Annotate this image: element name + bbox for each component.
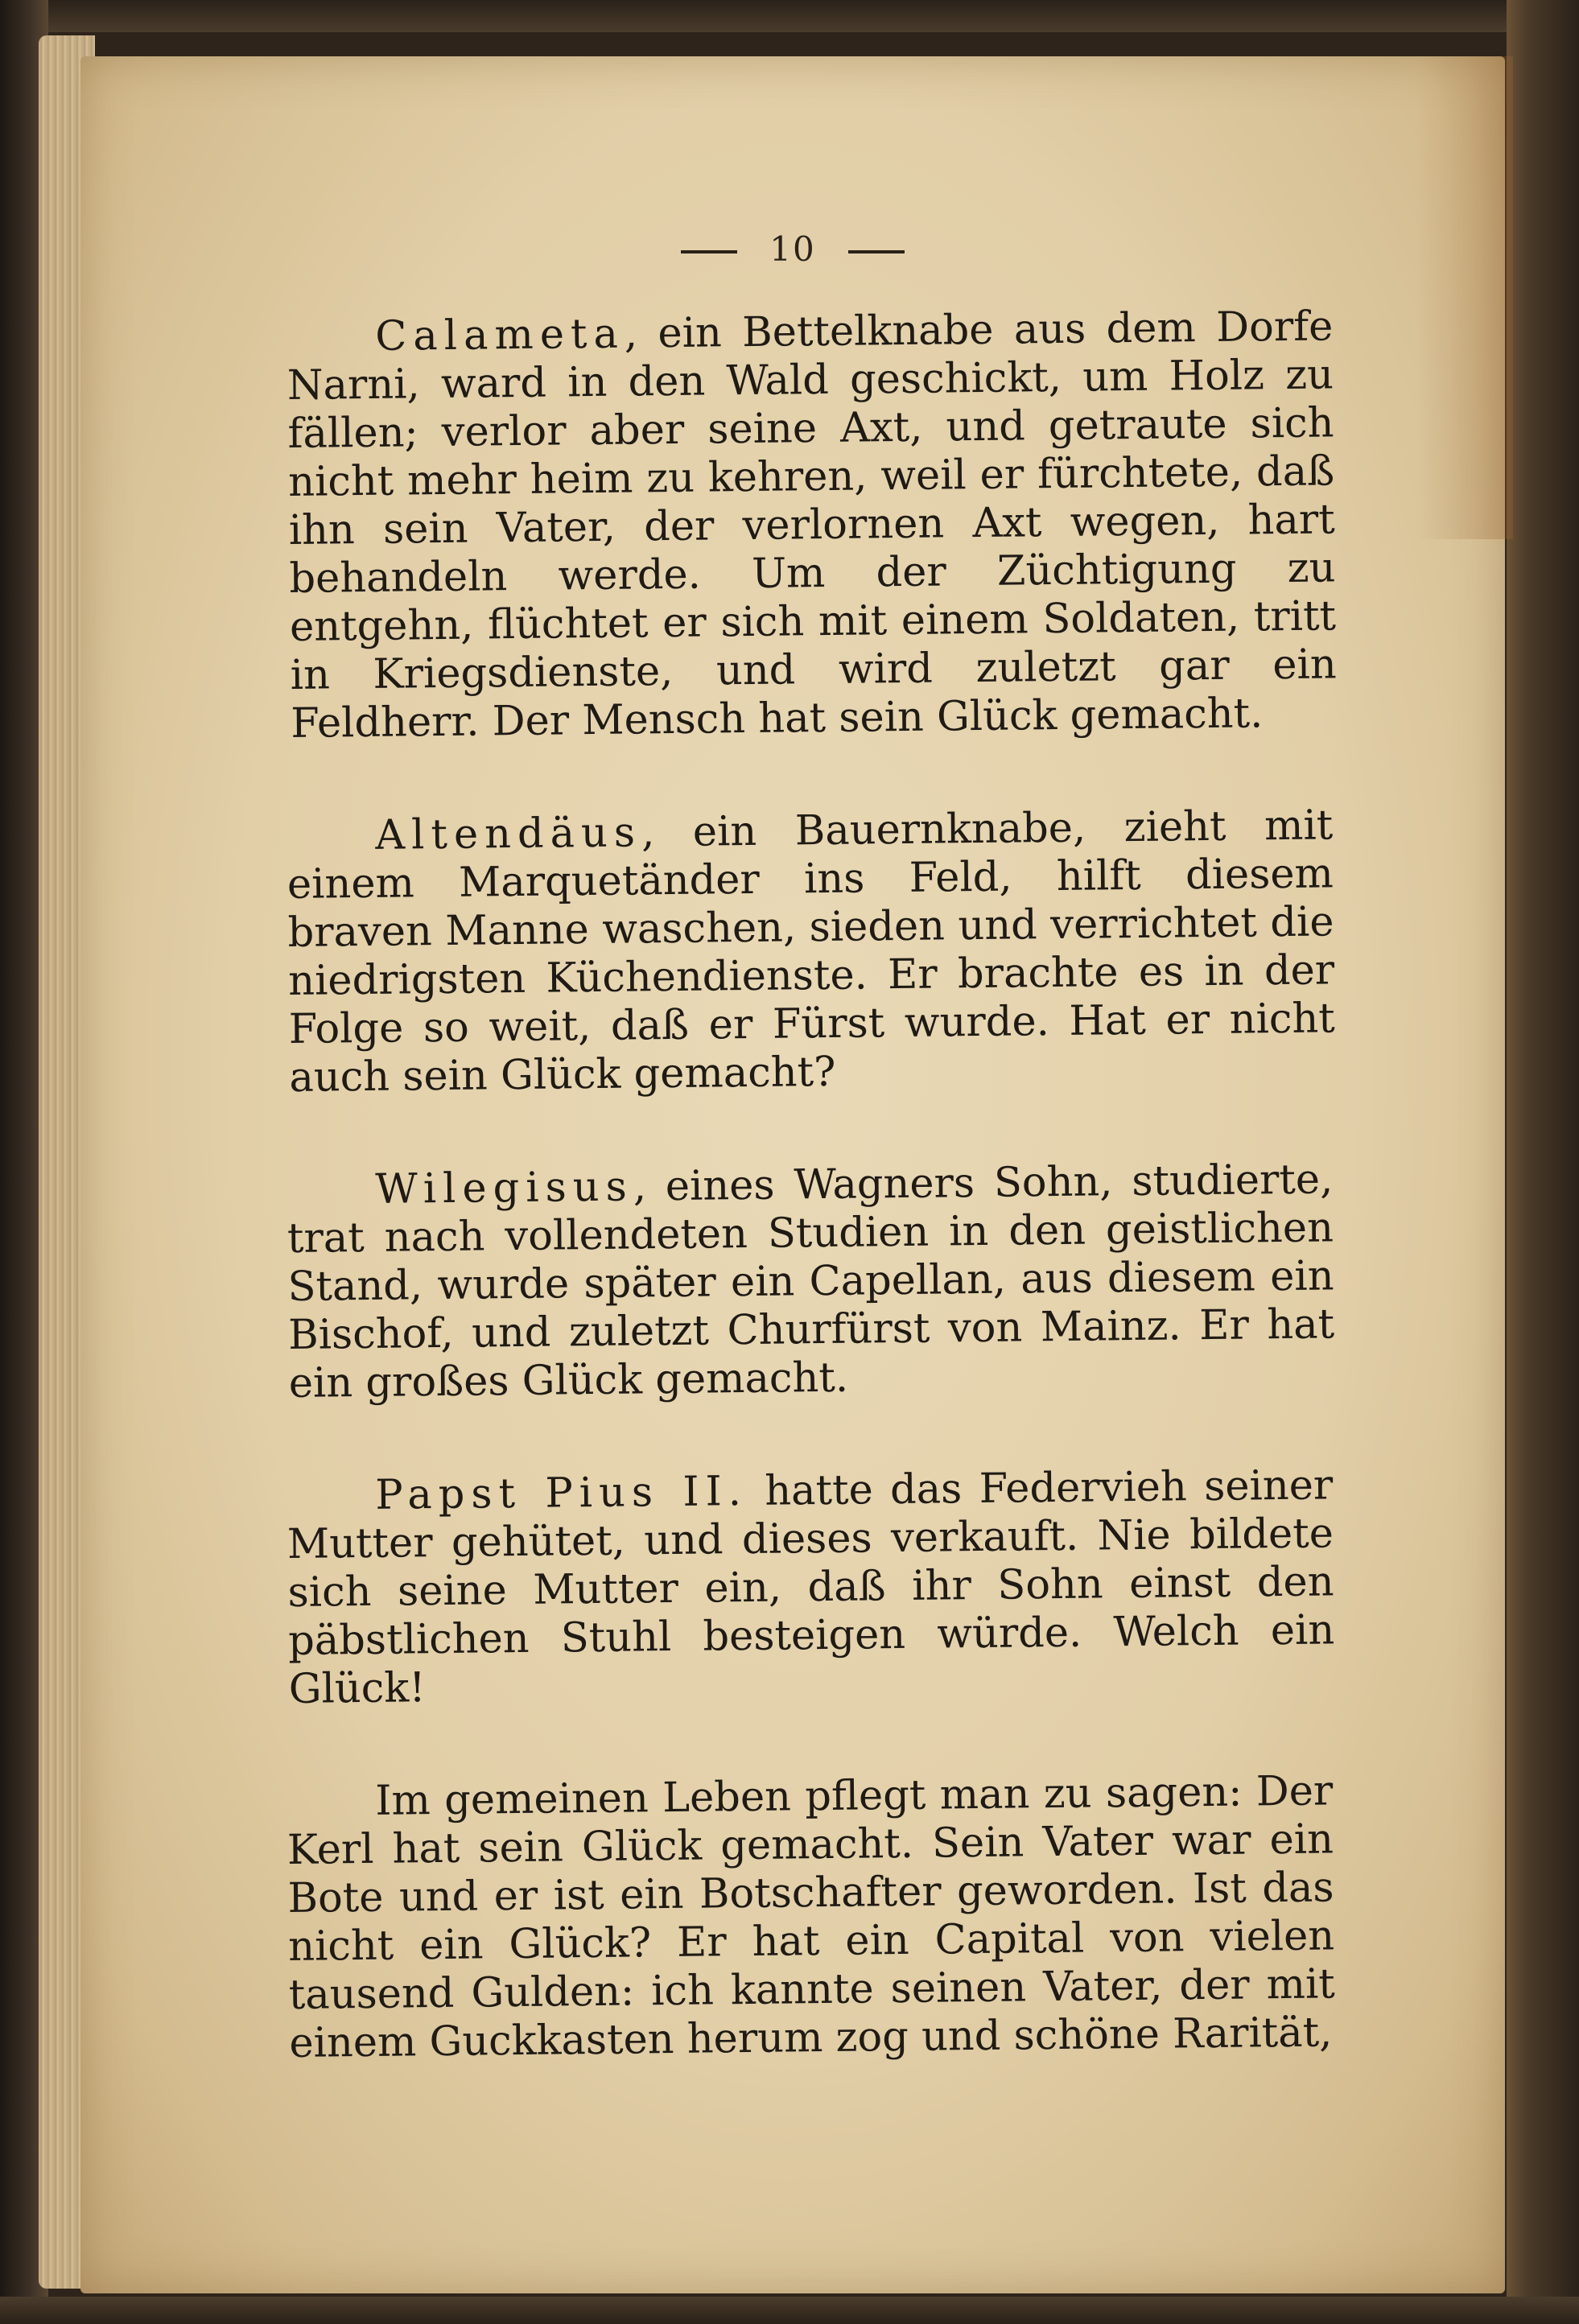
paragraph-gemeinen-leben <box>287 1767 1336 2068</box>
book-cover-bottom-edge <box>0 2297 1579 2324</box>
paragraph-text: , ein Bauernknabe, zieht mit einem Marquetänder ins Feld, hilft diesem braven Manne waschen, sieden und verrichtet die niedrigsten Küchendienste. Er brachte es in der Folge so weit, daß er Fürst wurde. Hat er nicht auch sein Glück gemacht? <box>287 801 1336 1102</box>
paragraph-lead-name: Papst Pius II. <box>374 1468 748 1519</box>
paragraph-text: Im gemeinen Leben pflegt man zu sagen: Der Kerl hat sein Glück gemacht. Sein Vater war ein Bote und er ist ein Botschafter geworden. Ist das nicht ein Glück? Er hat ein Capital von vielen tausend Gulden: ich kannte seinen Vater, der mit einem Guckkasten herum zog und schöne Rarität, <box>287 1767 1336 2067</box>
paragraph-altendaeus <box>287 801 1336 1102</box>
paragraph-text: hatte das Federvieh seiner Mutter gehütet, und dieses verkauft. Nie bildete sich seine Mutter ein, daß ihr Sohn einst den päbstlichen Stuhl besteigen würde. Welch ein Glück! <box>287 1461 1335 1713</box>
header-dash-right <box>848 250 905 253</box>
paragraph-lead-name: Altendäus <box>374 809 642 859</box>
paragraph-lead-name: Calameta <box>374 310 625 361</box>
book-cover-right-edge <box>1507 0 1579 2324</box>
paragraph-text: , ein Bettelknabe aus dem Dorfe Narni, ward in den Wald geschickt, um Holz zu fällen; verlor aber seine Axt, und getraute sich nicht mehr heim zu kehren, weil er fürchtete, daß ihn sein Vater, der verlornen Axt wegen, hart behandeln werde. Um der Züchtigung zu entgehn, flüchtet er sich mit einem Soldaten, tritt in Kriegsdienste, und wird zuletzt gar ein Feldherr. Der Mensch hat sein Glück gemacht. <box>287 303 1337 748</box>
page-number: 10 <box>769 229 816 269</box>
paragraph-papst-pius <box>287 1461 1335 1714</box>
page-header <box>80 229 1505 269</box>
paragraph-text: , eines Wagners Sohn, studierte, trat nach vollendeten Studien in den geistlichen Stand, wurde später ein Capellan, aus diesem ein Bischof, und zuletzt Churfürst von Mainz. Er hat ein großes Glück gemacht. <box>287 1156 1335 1407</box>
paragraph-calameta <box>287 303 1338 748</box>
paragraph-wilegisus <box>287 1156 1335 1408</box>
body-text <box>287 303 1337 2132</box>
book-cover-top-edge <box>0 0 1579 32</box>
header-dash-left <box>681 250 737 253</box>
paragraph-lead-name: Wilegisus <box>374 1163 634 1214</box>
